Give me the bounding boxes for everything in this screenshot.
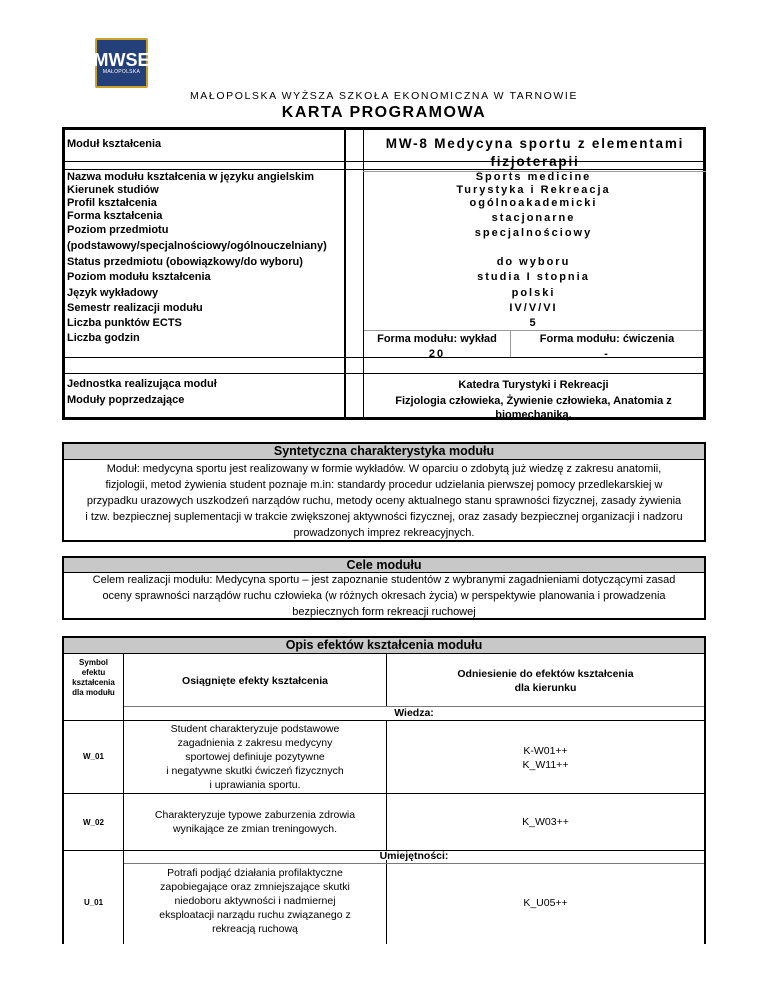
value-prerequisites-line1: Fizjologia człowieka, Żywienie człowieka, Anatomia z: [395, 395, 672, 407]
logo-text: MWSE: [93, 50, 150, 70]
label-prerequisites: Moduły poprzedzające: [67, 394, 185, 406]
col-effects-header: Osiągnięte efekty kształcenia: [182, 675, 328, 687]
label-ects: Liczba punktów ECTS: [67, 317, 182, 329]
label-english-name: Nazwa modułu kształcenia w języku angielskim: [67, 171, 314, 183]
value-module-level: studia I stopnia: [477, 271, 590, 283]
module-label: Moduł kształcenia: [67, 138, 162, 150]
synthetic-line: fizjologii, metod żywienia student poznaje m.in: standardy procedur udzielania pierwszej pomocy przedlekarskiej w: [105, 479, 663, 491]
synthetic-line: prowadzonych imprez rekreacyjnych.: [293, 527, 475, 539]
goals-line: oceny sprawności narządów ruchu człowieka (w różnych okresach życia) w perspektywie planowania i prowadzenia: [102, 590, 666, 602]
row-symbol-w01: W_01: [83, 752, 104, 761]
row-text-w01: [124, 722, 386, 792]
row-text-line: rekreacją ruchową: [212, 923, 298, 935]
row-symbol-w02: W_02: [83, 818, 104, 827]
row-text-line: niedoboru aktywności i nadmiernej: [174, 895, 336, 907]
col-symbol-line: efektu: [81, 668, 106, 677]
row-symbol-u01: U_01: [83, 898, 104, 907]
label-module-level: Poziom modułu kształcenia: [67, 271, 211, 283]
value-language: polski: [511, 287, 556, 299]
university-logo: [95, 38, 148, 88]
row-text-line: Charakteryzuje typowe zaburzenia zdrowia: [154, 809, 356, 821]
value-unit: Katedra Turystyki i Rekreacji: [458, 379, 609, 391]
form-exercise-hours: -: [604, 348, 610, 360]
synthetic-text: [64, 461, 704, 541]
label-study-form: Forma kształcenia: [67, 210, 163, 222]
section-knowledge: Wiedza:: [394, 707, 434, 719]
value-profile: ogólnoakademicki: [469, 197, 598, 209]
row-ref-u01: K_U05++: [523, 897, 568, 909]
label-subject-level-options: (podstawowy/specjalnościowy/ogólnouczelniany): [67, 240, 327, 252]
value-status: do wyboru: [496, 256, 571, 268]
row-ref-line: K_W11++: [522, 759, 569, 771]
value-study-form: stacjonarne: [491, 212, 576, 224]
synthetic-title: Syntetyczna charakterystyka modułu: [273, 444, 495, 458]
row-text-line: i uprawiania sportu.: [209, 779, 301, 791]
label-status: Status przedmiotu (obowiązkowy/do wyboru): [67, 256, 303, 268]
row-text-line: zapobiegające oraz zmniejszające skutki: [160, 881, 350, 893]
col-symbol-line: kształcenia: [72, 678, 115, 687]
row-ref-w02: K_W03++: [522, 816, 569, 828]
col-symbol-line: dla modułu: [72, 688, 115, 697]
synthetic-line: przypadku urazowych uszkodzeń narządów ruchu, metody oceny aktualnego stanu sprawności fizycznej, zasady żywienia: [86, 495, 682, 507]
row-text-line: Potrafi podjąć działania profilaktyczne: [167, 867, 343, 879]
value-subject-level: specjalnościowy: [474, 227, 593, 239]
logo-subtext: MAŁOPOLSKA: [102, 69, 141, 75]
goals-line: Celem realizacji modułu: Medycyna sportu – jest zapoznanie studentów z wybranymi zagadnieniami dotyczącymi zasad: [92, 574, 676, 586]
col-symbol-line: Symbol: [79, 658, 108, 667]
row-text-line: zagadnienia z zakresu medycyny: [177, 737, 333, 749]
col-reference-header: [387, 667, 704, 695]
row-text-line: Student charakteryzuje podstawowe: [170, 723, 340, 735]
row-text-line: wynikające ze zmian treningowych.: [173, 823, 337, 835]
col-reference-line: dla kierunku: [514, 682, 577, 694]
col-symbol-header: [64, 658, 123, 698]
section-skills: Umiejętności:: [379, 850, 449, 862]
form-lecture-label: Forma modułu: wykład: [377, 333, 497, 345]
form-exercise-label: Forma modułu: ćwiczenia: [539, 333, 675, 345]
label-language: Język wykładowy: [67, 287, 159, 299]
value-ects: 5: [529, 317, 538, 329]
row-text-u01: [124, 866, 386, 936]
label-profile: Profil kształcenia: [67, 197, 157, 209]
row-text-line: i negatywne skutki ćwiczeń fizycznych: [166, 765, 344, 777]
col-reference-line: Odniesienie do efektów kształcenia: [457, 668, 634, 680]
label-subject-level: Poziom przedmiotu: [67, 224, 169, 236]
goals-text: [64, 572, 704, 620]
row-ref-w01: [387, 744, 704, 772]
page-title: KARTA PROGRAMOWA: [281, 104, 487, 121]
form-lecture-hours: 20: [428, 348, 446, 360]
outcomes-title: Opis efektów kształcenia modułu: [285, 638, 483, 652]
value-semester: IV/V/VI: [509, 302, 558, 314]
row-text-w02: [124, 808, 386, 836]
label-semester: Semestr realizacji modułu: [67, 302, 203, 314]
row-text-line: sportowej definiuje pozytywne: [185, 751, 325, 763]
label-field-of-study: Kierunek studiów: [67, 184, 159, 196]
label-hours: Liczba godzin: [67, 332, 140, 344]
row-text-line: eksploatacji narządu ruchu związanego z: [159, 909, 351, 921]
university-name: MAŁOPOLSKA WYŻSZA SZKOŁA EKONOMICZNA W TARNOWIE: [189, 90, 579, 102]
goals-title: Cele modułu: [346, 558, 422, 572]
value-prerequisites-line2: biomechaniką,: [495, 409, 572, 421]
goals-line: bezpiecznych form rekreacji ruchowej: [292, 606, 476, 618]
synthetic-line: i tzw. bezpiecznej suplementacji w trakcie zwiększonej aktywności fizycznej, oraz zasady bezpiecznej organizacji i nadzoru: [85, 511, 683, 523]
label-unit: Jednostka realizująca moduł: [67, 378, 217, 390]
value-english-name: Sports medicine: [475, 171, 592, 183]
row-ref-line: K-W01++: [523, 745, 568, 757]
module-value: MW-8 Medycyna sportu z elementami fizjoterapii: [385, 136, 685, 169]
value-field-of-study: Turystyka i Rekreacja: [456, 184, 611, 196]
synthetic-line: Moduł: medycyna sportu jest realizowany w formie wykładów. W oparciu o zdobytą już wiedzę z zakresu anatomii,: [106, 463, 662, 475]
